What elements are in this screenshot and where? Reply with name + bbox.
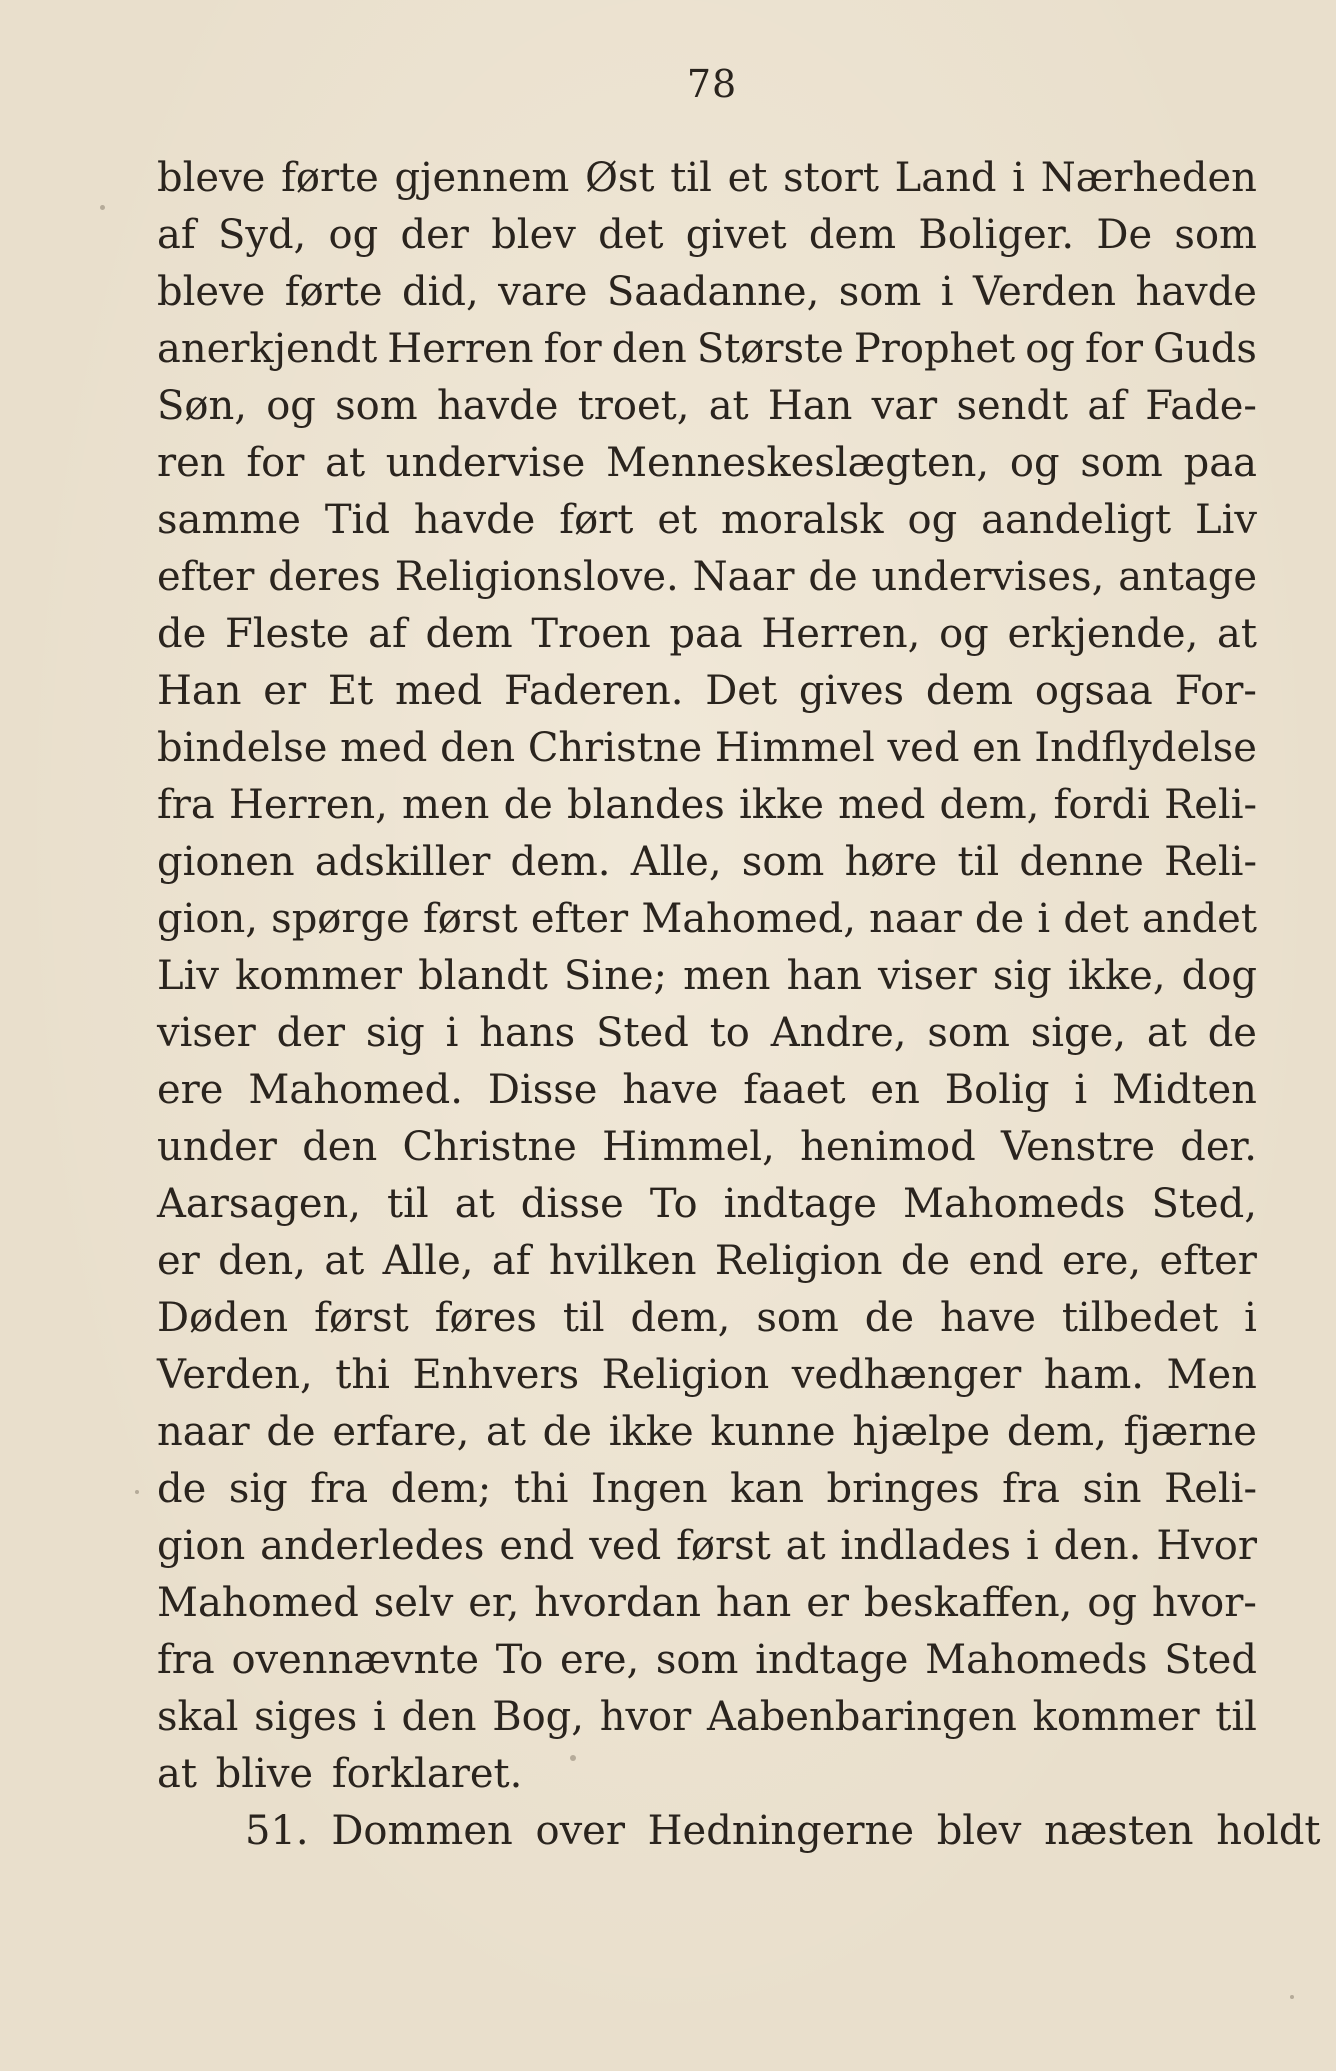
word: fordi (1053, 782, 1150, 828)
word: viser (157, 1010, 256, 1056)
word: givet (685, 212, 787, 258)
word: Et (327, 668, 374, 714)
word: i (1074, 1067, 1088, 1113)
word: en (972, 725, 1022, 771)
word: Religionslove. (394, 554, 679, 600)
word: ere, (560, 1637, 640, 1683)
word: som (927, 1010, 1010, 1056)
word: at (785, 1523, 826, 1569)
word: det (598, 212, 664, 258)
word: Herren, (761, 611, 921, 657)
word: henimod (800, 1124, 976, 1170)
word: Enhvers (412, 1352, 580, 1398)
word: Reli- (1164, 1466, 1257, 1512)
word: med (838, 782, 926, 828)
word: blandt (418, 953, 548, 999)
word: den (611, 326, 687, 372)
word: Han (767, 383, 853, 429)
word: Sted, (1151, 1181, 1257, 1227)
word: under (157, 1124, 277, 1170)
word: Christne (402, 1124, 577, 1170)
word: stort (783, 155, 879, 201)
word: Christne (527, 725, 703, 771)
word: hjælpe (852, 1409, 991, 1455)
word: havde (1135, 269, 1257, 315)
word: først (314, 1295, 409, 1341)
word: og (907, 497, 958, 543)
word: Sted (596, 1010, 689, 1056)
text-line (157, 264, 1257, 321)
word: Andre, (770, 1010, 907, 1056)
word: af (368, 611, 407, 657)
word: ham. (1043, 1352, 1144, 1398)
word: Venstre (1000, 1124, 1155, 1170)
word: to (709, 1010, 750, 1056)
word: føres (434, 1295, 537, 1341)
word: er (157, 1238, 200, 1284)
text-line (157, 1632, 1257, 1689)
word: et (657, 497, 698, 543)
word: Faderen. (503, 668, 684, 714)
word: i (1012, 155, 1025, 201)
word: Saadanne, (606, 269, 820, 315)
word: til (1215, 1694, 1257, 1740)
word: To (495, 1637, 544, 1683)
word: Aarsagen, (157, 1181, 361, 1227)
word: som (756, 1295, 839, 1341)
word: dem (425, 611, 513, 657)
word: at (708, 383, 749, 429)
word: have (940, 1295, 1036, 1341)
word: fra (310, 1466, 369, 1512)
word: blandes (567, 782, 725, 828)
word: dem. (510, 839, 611, 885)
word: i (372, 1694, 386, 1740)
text-line (157, 207, 1257, 264)
word: dem, (1006, 1409, 1107, 1455)
word: af (491, 1238, 531, 1284)
word: ved (887, 725, 960, 771)
text-line (157, 1062, 1257, 1119)
word: de (808, 554, 858, 600)
word: bringes (826, 1466, 980, 1512)
word: anerkjendt (157, 326, 378, 372)
word: de (157, 1466, 207, 1512)
word: hvor (599, 1694, 692, 1740)
word: først (676, 1523, 771, 1569)
word: med (340, 725, 428, 771)
word: selv (373, 1580, 454, 1626)
text-line (157, 720, 1257, 777)
word: bleve (157, 269, 266, 315)
word: i (1244, 1295, 1257, 1341)
text-line (157, 1176, 1257, 1233)
paper-speck (570, 1755, 576, 1761)
word: tilbedet (1061, 1295, 1219, 1341)
word: gion (157, 1523, 246, 1569)
word: Mahomeds (903, 1181, 1126, 1227)
word: dem; (390, 1466, 492, 1512)
word: at (486, 1409, 526, 1455)
word: de (542, 1409, 592, 1455)
word: anderledes (260, 1523, 485, 1569)
word: naar (157, 1409, 250, 1455)
word: Aabenbaringen (706, 1694, 1017, 1740)
word: men (683, 953, 771, 999)
text-line (157, 321, 1257, 378)
word: der (276, 1010, 345, 1056)
word: Boliger. (918, 212, 1075, 258)
word: af (157, 212, 196, 258)
word: og (1025, 326, 1075, 372)
word: denne (1019, 839, 1144, 885)
word: af (1087, 383, 1126, 429)
text-line (157, 150, 1257, 207)
text-line (157, 1689, 1257, 1746)
word: den (440, 725, 516, 771)
word: Herren, (228, 782, 388, 828)
word: Hvor (1156, 1523, 1257, 1569)
text-line (157, 1575, 1257, 1632)
word: sig (992, 953, 1052, 999)
word: end (968, 1238, 1044, 1284)
word: Tid (324, 497, 390, 543)
word: thi (513, 1466, 569, 1512)
word: spørge (271, 896, 410, 942)
word: Øst (585, 155, 655, 201)
word: de (157, 611, 207, 657)
word: er (263, 668, 307, 714)
word: som (1174, 212, 1257, 258)
word: De (1096, 212, 1153, 258)
word: og (1087, 1580, 1137, 1626)
word: og (939, 611, 989, 657)
text-line (157, 1005, 1257, 1062)
word: vare (498, 269, 588, 315)
word: hvilken (548, 1238, 697, 1284)
word: men (402, 782, 490, 828)
section-start-line: 51. Dommen over Hedningerne blev næsten holdt (245, 1808, 1321, 1854)
word: For- (1174, 668, 1257, 714)
word: gionen (157, 839, 295, 885)
word: Sine; (563, 953, 668, 999)
word: fra (157, 1637, 215, 1683)
word: for (543, 326, 602, 372)
word: som (335, 383, 418, 429)
text-line (157, 606, 1257, 663)
word: Ingen (590, 1466, 708, 1512)
word: kommer (1032, 1694, 1200, 1740)
word: Land (894, 155, 997, 201)
word: hvordan (534, 1580, 702, 1626)
word: Alle, (382, 1238, 474, 1284)
word: ovennævnte (231, 1637, 480, 1683)
word: fra (157, 782, 215, 828)
word: havde (436, 383, 559, 429)
word: sendt (956, 383, 1069, 429)
word: at (454, 1181, 495, 1227)
word: vedhænger (791, 1352, 1022, 1398)
word: Det (705, 668, 778, 714)
word: paa (1183, 440, 1257, 486)
word: at (1146, 1010, 1187, 1056)
word: To (649, 1181, 698, 1227)
text-line (157, 1290, 1257, 1347)
word: disse (520, 1181, 624, 1227)
word: efter (157, 554, 255, 600)
word: moralsk (721, 497, 884, 543)
word: er (806, 1580, 849, 1626)
text-line (157, 1461, 1257, 1518)
word: bindelse (157, 725, 328, 771)
word: Mahomed, (641, 896, 856, 942)
word: den (302, 1124, 378, 1170)
word: dem (808, 212, 897, 258)
word: ikke, (1067, 953, 1166, 999)
word: fra (1002, 1466, 1060, 1512)
word: at (325, 440, 366, 486)
text-line (157, 891, 1257, 948)
word: sige, (1030, 1010, 1127, 1056)
word: faaet (743, 1067, 846, 1113)
word: dem (925, 668, 1014, 714)
text-line (157, 1233, 1257, 1290)
paper-speck (100, 205, 105, 210)
word: Guds (1153, 326, 1257, 372)
word: Prophet (853, 326, 1016, 372)
word: ført (559, 497, 634, 543)
text-line (157, 378, 1257, 435)
word: undervise (385, 440, 586, 486)
paper-speck (1290, 1995, 1294, 1999)
word: bleve (157, 155, 266, 201)
word: ved (589, 1523, 662, 1569)
word: indlades (840, 1523, 1012, 1569)
word: han (786, 953, 862, 999)
word: dem, (630, 1295, 731, 1341)
word: have (622, 1067, 719, 1113)
word: blev (491, 212, 576, 258)
word: viser (878, 953, 977, 999)
word: gion, (157, 896, 258, 942)
word: Disse (487, 1067, 598, 1113)
word: førte (281, 155, 379, 201)
word: Verden, (157, 1352, 313, 1398)
word: førte (284, 269, 383, 315)
word: de (974, 896, 1025, 942)
word: som (838, 269, 922, 315)
word: aandeligt (981, 497, 1172, 543)
word: høre (844, 839, 938, 885)
word: Reli- (1164, 782, 1257, 828)
word: Han (157, 668, 242, 714)
word: og (1009, 440, 1060, 486)
word: sig (365, 1010, 425, 1056)
word: Troen (531, 611, 651, 657)
paper-speck (135, 1490, 139, 1494)
word: den. (1053, 1523, 1142, 1569)
word: at (324, 1238, 365, 1284)
word: indtage (755, 1637, 909, 1683)
word: et (727, 155, 768, 201)
word: den (401, 1694, 477, 1740)
word: efter (1159, 1238, 1257, 1284)
word: Fade- (1145, 383, 1257, 429)
word: i (1025, 1523, 1039, 1569)
text-line (157, 1518, 1257, 1575)
word: Nærheden (1040, 155, 1257, 201)
word: Naar (692, 554, 795, 600)
word: Herren (387, 326, 534, 372)
word: naar (869, 896, 962, 942)
text-line (157, 1119, 1257, 1176)
word: til (670, 155, 712, 201)
word: hvor- (1151, 1580, 1257, 1626)
word: Mahomed. (248, 1067, 463, 1113)
word: dem, (939, 782, 1040, 828)
word: Døden (157, 1295, 289, 1341)
word: som (1080, 440, 1163, 486)
word: thi (335, 1352, 390, 1398)
word: deres (268, 554, 381, 600)
word: hans (479, 1010, 576, 1056)
word: adskiller (314, 839, 491, 885)
word: Syd, (217, 212, 307, 258)
word: var (871, 383, 938, 429)
word: der. (1180, 1124, 1257, 1170)
page-number: 78 (686, 62, 738, 106)
word: ikke (738, 782, 824, 828)
text-line (157, 492, 1257, 549)
word: med (394, 668, 483, 714)
word: Største (696, 326, 844, 372)
word: til (957, 839, 1000, 885)
word: Indflydelse (1034, 725, 1257, 771)
word: antage (1118, 554, 1257, 600)
word: i (1037, 896, 1051, 942)
paragraph-end-line: at blive forklaret. (157, 1751, 523, 1797)
word: de (1207, 1010, 1257, 1056)
word: Liv (157, 953, 219, 999)
text-line (157, 777, 1257, 834)
word: ren (157, 440, 226, 486)
word: Men (1166, 1352, 1257, 1398)
word: andet (1141, 896, 1257, 942)
word: Alle, (630, 839, 722, 885)
word: gjennem (394, 155, 570, 201)
word: indtage (723, 1181, 877, 1227)
text-line (157, 1404, 1257, 1461)
word: de (864, 1295, 915, 1341)
word: siges (254, 1694, 358, 1740)
word: til (562, 1295, 605, 1341)
body-text (157, 150, 1321, 1860)
word: Religion (601, 1352, 770, 1398)
word: ere (157, 1067, 224, 1113)
word: og (266, 383, 316, 429)
word: for (246, 440, 305, 486)
word: erkjende, (1007, 611, 1199, 657)
word: did, (401, 269, 479, 315)
word: gives (798, 668, 905, 714)
word: det (1063, 896, 1129, 942)
word: først (423, 896, 518, 942)
word: de (900, 1238, 951, 1284)
word: Bolig (944, 1067, 1050, 1113)
word: sig (228, 1466, 288, 1512)
word: Søn, (157, 383, 247, 429)
word: og (328, 212, 379, 258)
word: end (499, 1523, 575, 1569)
word: kunne (710, 1409, 836, 1455)
word: kommer (235, 953, 403, 999)
word: undervises, (871, 554, 1105, 600)
word: beskaffen, (863, 1580, 1073, 1626)
word: som (655, 1637, 739, 1683)
word: kan (730, 1466, 804, 1512)
text-line (157, 663, 1257, 720)
word: Mahomed (157, 1580, 359, 1626)
text-line (157, 1347, 1257, 1404)
word: i (940, 269, 954, 315)
word: Religion (714, 1238, 883, 1284)
word: den, (218, 1238, 306, 1284)
word: Fleste (224, 611, 350, 657)
word: Reli- (1164, 839, 1257, 885)
word: han (715, 1580, 792, 1626)
word: som (741, 839, 825, 885)
word: Midten (1112, 1067, 1257, 1113)
word: at (1216, 611, 1257, 657)
word: efter (530, 896, 629, 942)
word: Menneskeslægten, (606, 440, 990, 486)
word: Bog, (492, 1694, 584, 1740)
word: til (387, 1181, 429, 1227)
word: Sted (1164, 1637, 1257, 1683)
word: sin (1082, 1466, 1142, 1512)
word: ikke (608, 1409, 694, 1455)
text-line (157, 435, 1257, 492)
word: de (266, 1409, 316, 1455)
word: dog (1181, 953, 1257, 999)
word: i (445, 1010, 459, 1056)
word: skal (157, 1694, 239, 1740)
word: samme (157, 497, 301, 543)
text-line (157, 834, 1257, 891)
word: for (1084, 326, 1143, 372)
text-line (157, 549, 1257, 606)
text-line (157, 948, 1257, 1005)
word: havde (413, 497, 536, 543)
word: Himmel (714, 725, 875, 771)
word: troet, (577, 383, 690, 429)
word: Verden (972, 269, 1116, 315)
word: ogsaa (1034, 668, 1153, 714)
word: fjærne (1123, 1409, 1257, 1455)
word: ere, (1061, 1238, 1142, 1284)
word: er, (468, 1580, 520, 1626)
word: Himmel, (602, 1124, 775, 1170)
word: en (870, 1067, 920, 1113)
word: paa (669, 611, 743, 657)
word: der (400, 212, 469, 258)
word: erfare, (332, 1409, 470, 1455)
word: Mahomeds (925, 1637, 1148, 1683)
word: Liv (1195, 497, 1257, 543)
word: de (503, 782, 553, 828)
